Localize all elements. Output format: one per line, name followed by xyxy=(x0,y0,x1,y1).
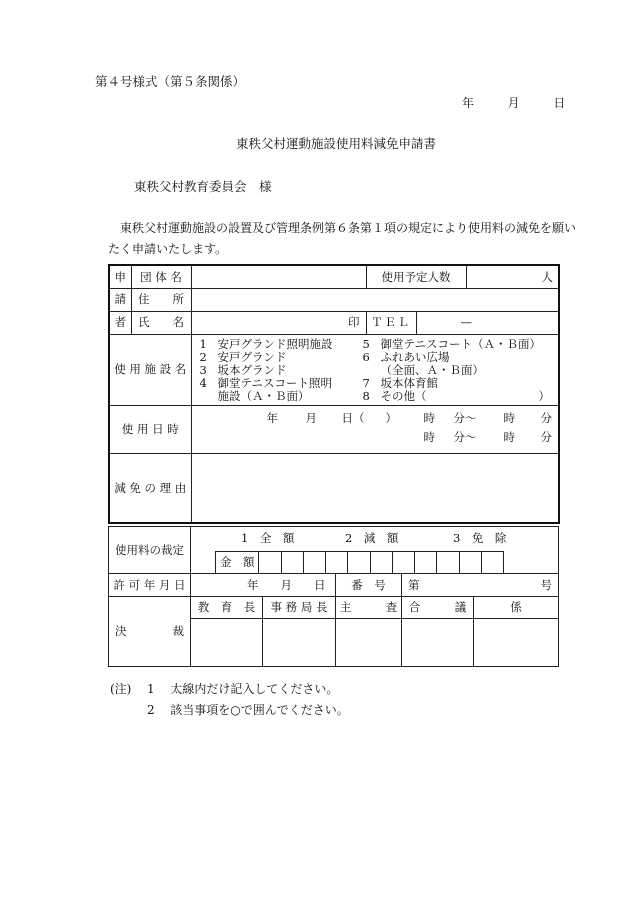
facility-col-left xyxy=(200,338,363,403)
amount-digit-box[interactable] xyxy=(347,552,369,574)
reduction-reason-label: 減 免 の 理 由 xyxy=(109,453,191,523)
facility-item: 5 御堂テニスコート（Ａ・Ｂ面） xyxy=(362,336,542,351)
note-1-text: 太線内だけ記入してください。 xyxy=(170,682,339,696)
usage-datetime-field[interactable] xyxy=(191,405,559,453)
fee-option-full[interactable]: 1 全 額 xyxy=(241,531,295,545)
users-count-label: 使用予定人数 xyxy=(366,265,466,288)
usage-day: 日（ xyxy=(341,411,365,425)
fee-option-exempt[interactable]: 3 免 除 xyxy=(453,531,507,545)
approval-stamp-box[interactable] xyxy=(191,619,263,667)
facility-label: 使 用 施 設 名 xyxy=(109,334,191,405)
amount-digit-box[interactable] xyxy=(303,552,325,574)
tel-field[interactable] xyxy=(416,311,559,334)
usage-start-hour-2: 時 xyxy=(423,430,435,444)
amount-digit-box[interactable] xyxy=(459,552,481,574)
usage-start-minute: 分〜 xyxy=(453,411,477,425)
usage-year: 年 xyxy=(266,411,278,425)
usage-end-minute-2: 分 xyxy=(540,430,552,444)
approval-stamp-box[interactable] xyxy=(336,619,402,667)
addressee: 東秩父村教育委員会 様 xyxy=(134,179,272,194)
permit-year: 年 xyxy=(247,577,259,592)
amount-digit-box[interactable] xyxy=(436,552,458,574)
usage-start-hour: 時 xyxy=(423,411,435,425)
usage-end-minute: 分 xyxy=(540,411,552,425)
usage-datetime-label: 使 用 日 時 xyxy=(109,405,191,453)
facility-item: 8 その他（ xyxy=(362,388,427,403)
applicant-label-3: 者 xyxy=(109,311,131,334)
facility-other-close: ） xyxy=(538,388,550,403)
facility-item: （全面、Ａ・Ｂ面） xyxy=(380,362,484,377)
approval-col-chief: 主 査 xyxy=(336,597,402,619)
fee-option-reduced[interactable]: 2 減 額 xyxy=(345,531,399,545)
date-month-label: 月 xyxy=(507,96,520,110)
fee-decision-field[interactable] xyxy=(191,527,559,574)
permit-number-suffix: 号 xyxy=(540,577,553,592)
permit-date-label: 許 可 年 月 日 xyxy=(109,574,191,597)
amount-row xyxy=(215,551,504,573)
permit-day: 日 xyxy=(314,577,326,592)
approval-stamp-box[interactable] xyxy=(263,619,336,667)
approval-stamp-box[interactable] xyxy=(474,619,559,667)
org-name-field[interactable] xyxy=(191,265,366,288)
facility-item: 3 坂本グランド xyxy=(199,362,287,377)
permit-number-prefix: 第 xyxy=(408,577,420,592)
amount-digit-box[interactable] xyxy=(481,552,503,574)
note-prefix: (注) xyxy=(110,682,132,696)
facility-item: 2 安戸グランド xyxy=(199,349,287,364)
name-label: 氏 名 xyxy=(131,311,191,334)
facility-item: 1 安戸グランド照明施設 xyxy=(199,336,333,351)
note-2-text: 該当事項を○で囲んでください。 xyxy=(170,703,349,717)
facility-item: 7 坂本体育館 xyxy=(362,375,438,390)
amount-digit-box[interactable] xyxy=(281,552,303,574)
note-2-no: 2 xyxy=(147,703,155,717)
note-1 xyxy=(110,680,338,697)
amount-digit-box[interactable] xyxy=(258,552,280,574)
org-name-label: 団 体 名 xyxy=(131,265,191,288)
approval-col-staff: 係 xyxy=(474,597,559,619)
usage-weekday-close: ） xyxy=(385,411,397,425)
amount-digit-box[interactable] xyxy=(370,552,392,574)
usage-month: 月 xyxy=(305,411,317,425)
facility-item: 4 御堂テニスコート照明 xyxy=(199,375,333,390)
users-unit: 人 xyxy=(541,269,553,284)
amount-digit-box[interactable] xyxy=(414,552,436,574)
applicant-label-2: 請 xyxy=(109,288,131,311)
date-year-label: 年 xyxy=(462,96,475,110)
amount-digit-box[interactable] xyxy=(325,552,347,574)
form-title: 東秩父村運動施設使用料減免申請書 xyxy=(236,136,437,151)
note-2 xyxy=(147,701,349,718)
facility-list[interactable] xyxy=(191,334,559,405)
seal-mark: 印 xyxy=(348,315,360,330)
amount-digit-box[interactable] xyxy=(392,552,414,574)
permit-number-label: 番 号 xyxy=(336,574,402,597)
approval-label: 決 裁 xyxy=(109,597,191,667)
office-table xyxy=(108,526,559,667)
facility-item: 施設（Ａ・Ｂ面） xyxy=(217,388,310,403)
facility-item: 6 ふれあい広場 xyxy=(362,349,450,364)
form-number: 第４号様式（第５条関係） xyxy=(95,74,246,89)
approval-col-consultation: 合 議 xyxy=(402,597,474,619)
permit-date-field[interactable] xyxy=(191,574,336,597)
permit-number-field[interactable] xyxy=(402,574,559,597)
tel-dash: — xyxy=(460,315,472,330)
body-text-line1: 東秩父村運動施設の設置及び管理条例第６条第１項の規定により使用料の減免を願い xyxy=(120,221,577,235)
approval-stamp-box[interactable] xyxy=(402,619,474,667)
note-1-no: 1 xyxy=(147,682,155,696)
usage-end-hour: 時 xyxy=(503,411,515,425)
approval-col-superintendent: 教 育 長 xyxy=(191,597,263,619)
fee-decision-label: 使用料の裁定 xyxy=(109,527,191,574)
users-count-field[interactable] xyxy=(466,265,559,288)
tel-label: ＴＥＬ xyxy=(366,311,416,334)
usage-end-hour-2: 時 xyxy=(503,430,515,444)
approval-col-secretary-general: 事 務 局 長 xyxy=(263,597,336,619)
facility-col-right xyxy=(363,338,553,403)
name-field[interactable] xyxy=(191,311,366,334)
usage-start-minute-2: 分〜 xyxy=(453,430,477,444)
reduction-reason-field[interactable] xyxy=(191,453,559,523)
amount-label: 金 額 xyxy=(219,555,255,570)
application-table xyxy=(108,264,560,524)
date-day-label: 日 xyxy=(553,96,566,110)
applicant-label-1: 申 xyxy=(109,265,131,288)
address-label: 住 所 xyxy=(131,288,191,311)
date-line xyxy=(462,94,565,111)
body-text-line2: たく申請いたします。 xyxy=(108,242,228,256)
permit-month: 月 xyxy=(280,577,292,592)
address-field[interactable] xyxy=(191,288,559,311)
